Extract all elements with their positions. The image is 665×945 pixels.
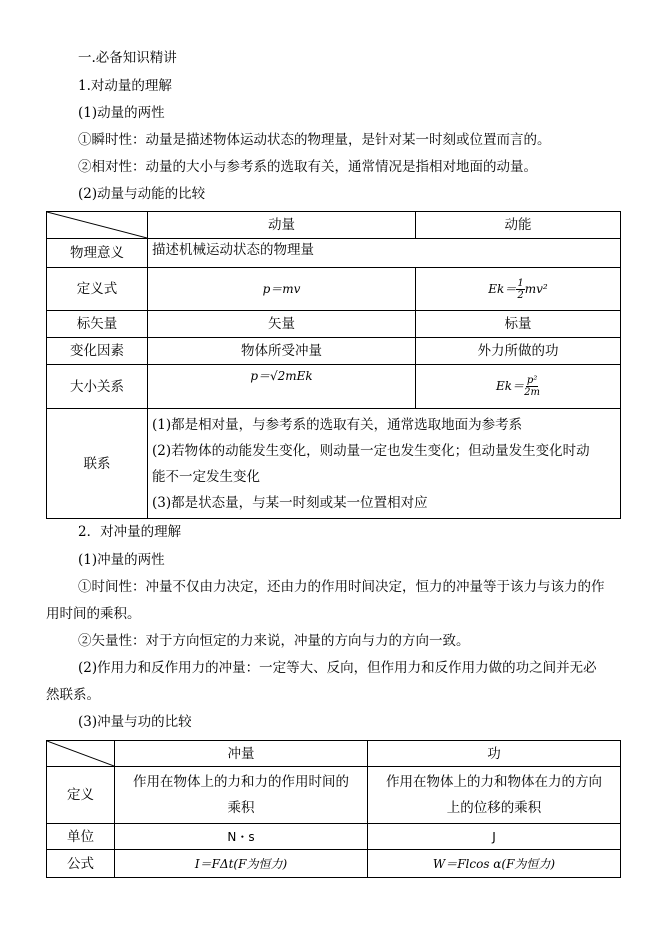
def-work-line-1: 作用在物体上的力和物体在力的方向 [386,774,602,790]
momentum-kinetic-energy-table [46,211,621,519]
table-corner-cell [47,212,148,239]
cell-unit-impulse: N・s [115,824,368,850]
subheading-impulse-work-comparison: (3)冲量与功的比较 [78,714,192,730]
table2-header-impulse: 冲量 [115,741,368,767]
cell-change-momentum: 物体所受冲量 [148,338,416,365]
table2-corner-cell [47,741,115,767]
row-label-definition: 定义式 [47,268,148,311]
def-impulse-line-1: 作用在物体上的力和力的作用时间的 [133,774,349,790]
cell-formula-work: W＝Flcos α(F为恒力) [368,850,621,878]
connection-item-3: (3)都是状态量，与某一时刻或某一位置相对应 [152,494,428,511]
row-label-magnitude-relation: 大小关系 [47,365,148,409]
row-label-unit: 单位 [47,824,115,850]
cell-def-work [368,767,621,824]
paragraph-action-reaction-a: (2)作用力和反作用力的冲量：一定等大、反向，但作用力和反作用力做的功之间并无必 [78,660,597,676]
cell-def-momentum: p＝mv [148,268,416,311]
connection-item-1: (1)都是相对量，与参考系的选取有关，通常选取地面为参考系 [152,416,523,433]
row-label-connection: 联系 [47,409,148,519]
subheading-two-properties: (1)动量的两性 [78,105,165,121]
cell-relation-momentum: p＝√2mEk [148,365,416,409]
def-impulse-line-2: 乘积 [227,800,255,816]
subsection-impulse-understanding: 2．对冲量的理解 [78,524,182,540]
subheading-impulse-two-properties: (1)冲量的两性 [78,552,165,568]
cell-connection [148,409,621,519]
table-header-momentum: 动量 [148,212,416,239]
def-work-line-2: 上的位移的乘积 [446,800,542,816]
connection-item-2b: 能不一定发生变化 [152,468,260,485]
cell-formula-impulse: I＝FΔt(F为恒力) [115,850,368,878]
cell-meaning: 描述机械运动状态的物理量 [148,239,621,268]
cell-relation-kinetic-energy: Ek＝ $\frac{\text{p²}}{2m}$ [416,365,621,409]
row-label-meaning: 物理意义 [47,239,148,268]
impulse-work-table [46,740,621,878]
subsection-momentum-understanding: 1.对动量的理解 [78,78,172,94]
row-label-vector-scalar: 标矢量 [47,311,148,338]
connection-item-2a: (2)若物体的动能发生变化，则动量一定也发生变化；但动量发生变化时动 [152,442,590,459]
row-label-change-factor: 变化因素 [47,338,148,365]
paragraph-instantaneity: ①瞬时性：动量是描述物体运动状态的物理量，是针对某一时刻或位置而言的。 [78,132,551,148]
cell-vector: 矢量 [148,311,416,338]
section-heading-1: 一.必备知识精讲 [78,50,177,66]
row-label-formula: 公式 [47,850,115,878]
table2-header-work: 功 [368,741,621,767]
subheading-comparison: (2)动量与动能的比较 [78,186,206,202]
cell-change-kinetic-energy: 外力所做的功 [416,338,621,365]
paragraph-time-property-a: ①时间性：冲量不仅由力决定，还由力的作用时间决定，恒力的冲量等于该力与该力的作 [78,579,605,595]
cell-unit-work: J [368,824,621,850]
paragraph-vector-property: ②矢量性：对于方向恒定的力来说，冲量的方向与力的方向一致。 [78,633,470,649]
cell-scalar: 标量 [416,311,621,338]
table-header-kinetic-energy: 动能 [416,212,621,239]
paragraph-time-property-b: 用时间的乘积。 [46,606,141,622]
row-label-definition: 定义 [47,767,115,824]
cell-def-impulse [115,767,368,824]
paragraph-relativity: ②相对性：动量的大小与参考系的选取有关，通常情况是指相对地面的动量。 [78,159,537,175]
cell-def-kinetic-energy: Ek＝ $\frac{1}{2}$ mv² [416,268,621,311]
paragraph-action-reaction-b: 然联系。 [46,687,100,703]
